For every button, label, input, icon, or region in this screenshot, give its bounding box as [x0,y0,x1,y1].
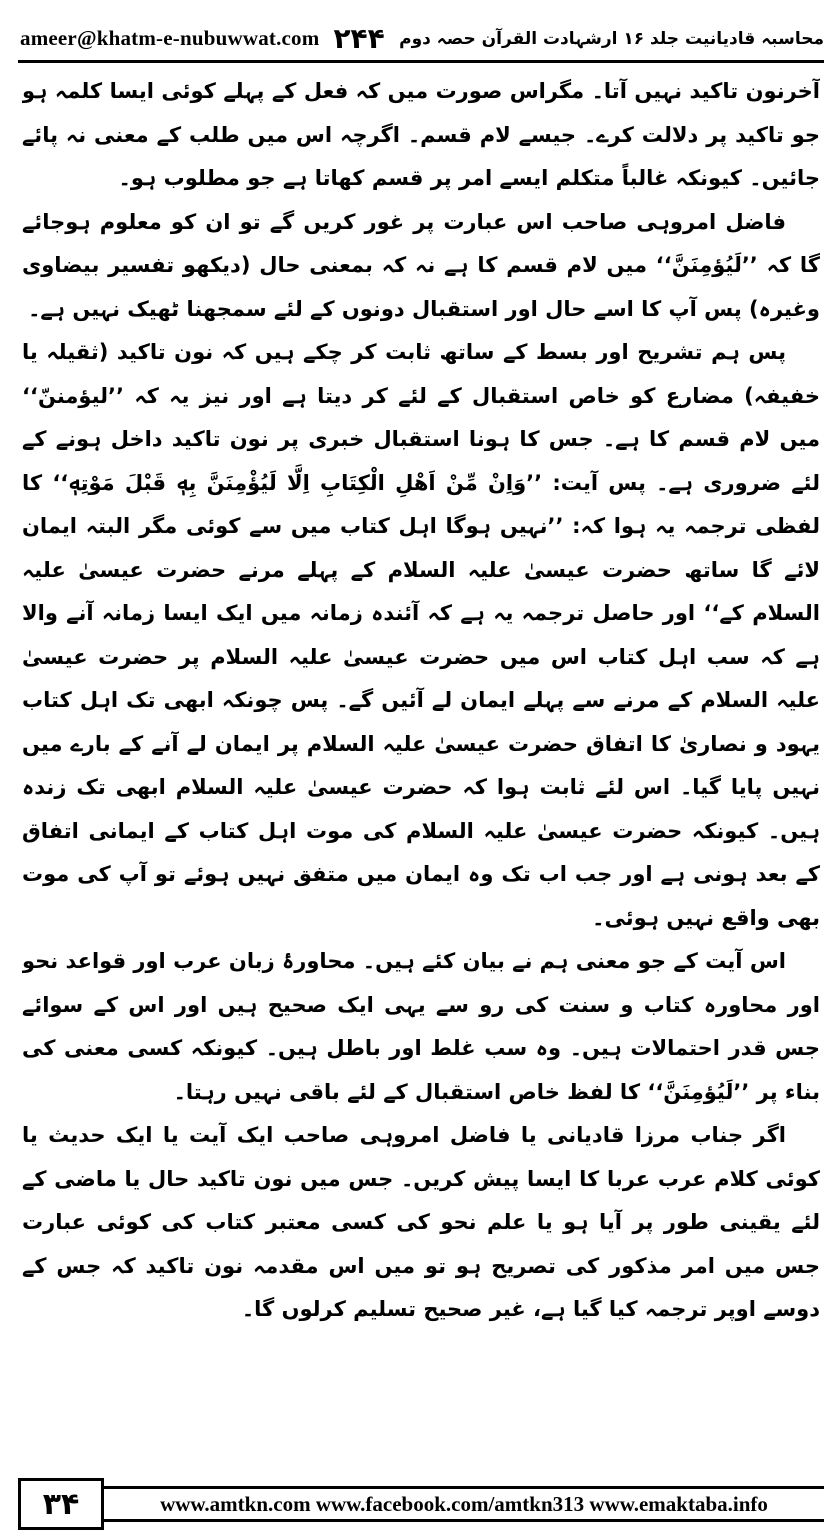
paragraph-3: پس ہم تشریح اور بسط کے ساتھ ثابت کر چکے ہیں کہ نون تاکید (ثقیلہ یا خفیفہ) مضارع کو خاص استقبال کے لئے کر دیتا ہے اور نیز یہ کہ ’’لیؤمننّ‘‘ میں لام قسم کا ہے۔ جس کا ہونا استقبال خبری پر نون تاکید داخل ہونے کے لئے ضروری ہے۔ پس آیت: ’’وَاِنْ مِّنْ اَهْلِ الْكِتَابِ اِلَّا لَيُؤْمِنَنَّ بِهٖ قَبْلَ مَوْتِهٖ‘‘ کا لفظی ترجمہ یہ ہوا کہ: ’’نہیں ہوگا اہل کتاب میں سے کوئی مگر البتہ ایمان لائے گا ساتھ حضرت عیسیٰ علیہ السلام کے پہلے مرنے حضرت عیسیٰ علیہ السلام کے‘‘ اور حاصل ترجمہ یہ ہے کہ آئندہ زمانہ میں ایک ایسا زمانہ آنے والا ہے کہ سب اہل کتاب اس میں حضرت عیسیٰ علیہ السلام پر حضرت عیسیٰ علیہ السلام کے مرنے سے پہلے ایمان لے آئیں گے۔ پس چونکہ ابھی تک اہل کتاب یہود و نصاریٰ کا اتفاق حضرت عیسیٰ علیہ السلام پر ایمان لے آنے کے بارے میں نہیں پایا گیا۔ اس لئے ثابت ہوا کہ حضرت عیسیٰ علیہ السلام ابھی تک زندہ ہیں۔ کیونکہ حضرت عیسیٰ علیہ السلام کی موت اہل کتاب کے ایمانی اتفاق کے بعد ہونی ہے اور جب اب تک وہ ایمان میں متفق نہیں ہوئے تو آپ کی موت بھی واقع نہیں ہوئی۔ [22,340,820,930]
paragraph-5: اگر جناب مرزا قادیانی یا فاضل امروہی صاحب ایک آیت یا ایک حدیث یا کوئی کلام عرب عربا کا ایسا پیش کریں۔ جس میں نون تاکید حال یا ماضی کے لئے یقینی طور پر آیا ہو یا علم نحو کی کسی معتبر کتاب کی کوئی عبارت جس میں امر مذکور کی تصریح ہو تو میں اس مقدمہ نون تاکید کہ جس کے دوسے اوپر ترجمہ کیا گیا ہے، غیر صحیح تسلیم کرلوں گا۔ [22,1123,820,1321]
paragraph-1: آخرنون تاکید نہیں آتا۔ مگراس صورت میں کہ فعل کے پہلے کوئی ایسا کلمہ ہو جو تاکید پر دلالت کرے۔ جیسے لام قسم۔ اگرچہ اس میں طلب کے معنی نہ پائے جائیں۔ کیونکہ غالباً متکلم ایسے امر پر قسم کھاتا ہے جو مطلوب ہو۔ [22,79,820,190]
footer-links-bar [104,1486,824,1522]
footer-page-number: ۳۴ [18,1478,104,1530]
header-page-number: ۲۴۴ [333,21,385,55]
page-footer [18,1476,824,1532]
paragraph-2: فاضل امروہی صاحب اس عبارت پر غور کریں گے تو ان کو معلوم ہوجائے گا کہ ’’لَیُؤمِنَنَّ‘‘ میں لام قسم کا ہے نہ کہ بمعنی حال (دیکھو تفسیر بیضاوی وغیرہ) پس آپ کا اسے حال اور استقبال دونوں کے لئے سمجھنا ٹھیک نہیں ہے۔ [22,209,820,321]
page-body [22,70,820,1460]
header-email[interactable]: ameer@khatm-e-nubuwwat.com [20,25,320,50]
page-header [20,18,824,58]
header-divider [18,60,824,63]
footer-links[interactable]: www.amtkn.com www.facebook.com/amtkn313 www.emaktaba.info [160,1491,768,1516]
paragraph-4: اس آیت کے جو معنی ہم نے بیان کئے ہیں۔ محاورۂ زبان عرب اور قواعد نحو اور محاورہ کتاب و سنت کی رو سے یہی ایک صحیح ہیں اور اس کے سوائے جس قدر احتمالات ہیں۔ وہ سب غلط اور باطل ہیں۔ کیونکہ کسی معنی کی بناء پر ’’لَیُؤمِنَنَّ‘‘ کا لفظ خاص استقبال کے لئے باقی نہیں رہتا۔ [22,949,820,1104]
header-left-group [20,22,385,55]
header-book-title: محاسبہ قادیانیت جلد ۱۶ ارشہادت القرآن حصہ دوم [399,28,824,49]
